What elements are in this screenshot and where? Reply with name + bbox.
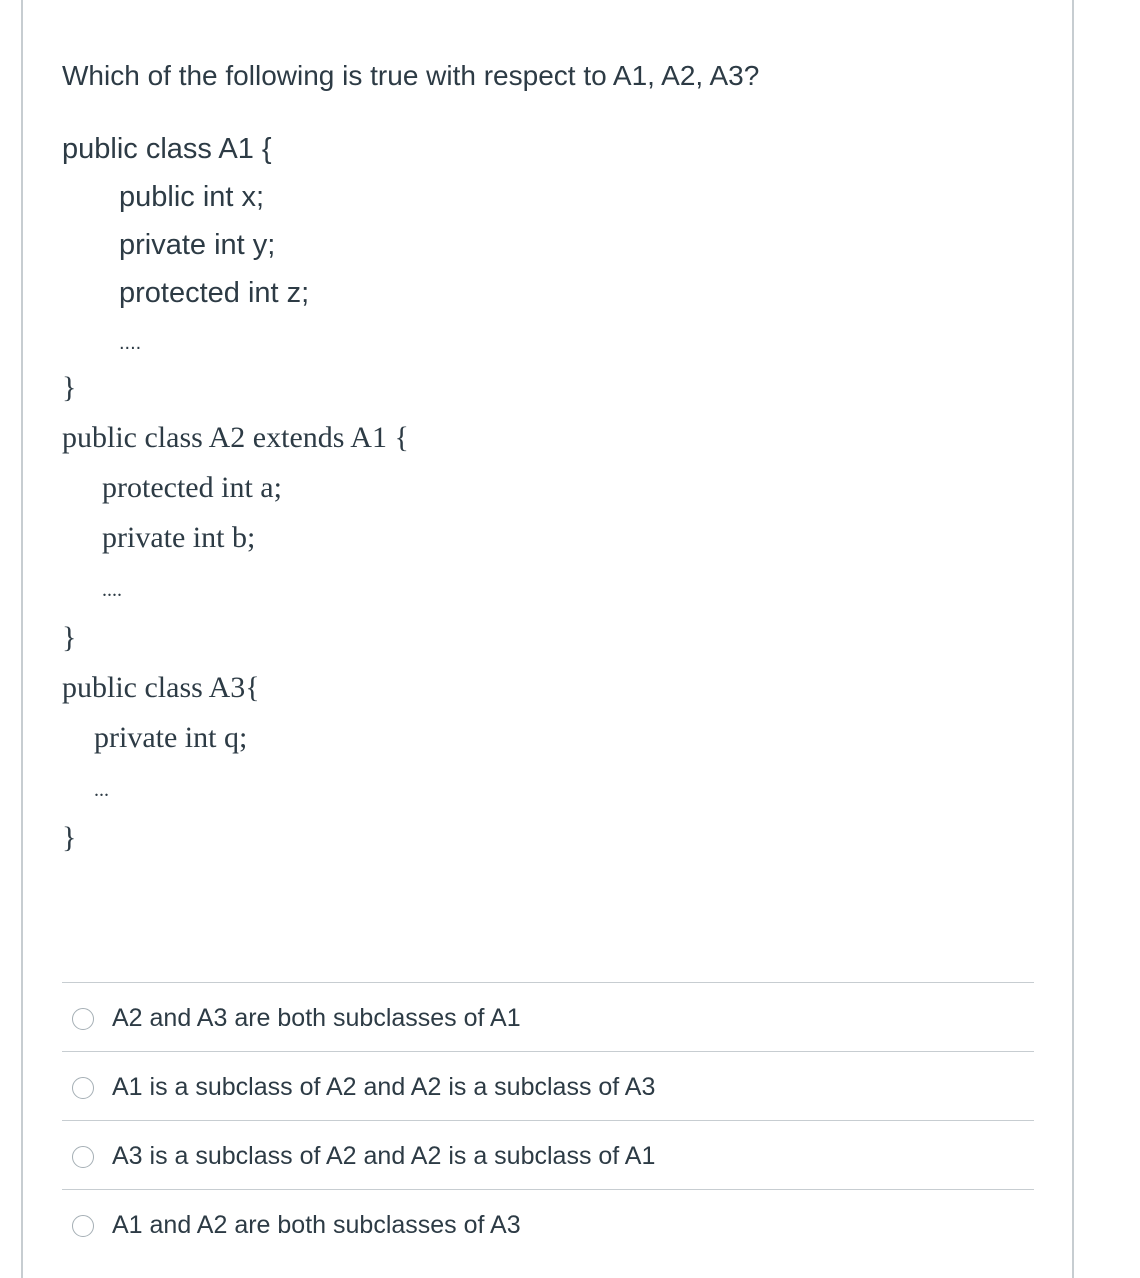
code-line-a1-y: private int y;: [119, 229, 276, 261]
code-line-a1-header: public class A1 {: [62, 133, 272, 165]
code-line-a3-close: }: [62, 821, 77, 854]
code-line-a1-z: protected int z;: [119, 277, 310, 309]
code-line-a2-a: protected int a;: [102, 471, 282, 504]
question-text: Which of the following is true with respect to A1, A2, A3?: [62, 60, 760, 91]
radio-button[interactable]: [72, 1146, 94, 1168]
code-line-a2-ellipsis: ....: [102, 579, 122, 601]
answer-option-2[interactable]: [62, 1051, 1034, 1120]
answer-option-1[interactable]: [62, 982, 1034, 1051]
answer-label[interactable]: A2 and A3 are both subclasses of A1: [112, 1004, 521, 1032]
radio-button[interactable]: [72, 1008, 94, 1030]
answer-label[interactable]: A1 is a subclass of A2 and A2 is a subclass of A3: [112, 1073, 656, 1101]
answer-label[interactable]: A3 is a subclass of A2 and A2 is a subclass of A1: [112, 1142, 656, 1170]
code-line-a3-q: private int q;: [94, 721, 248, 754]
code-line-a2-close: }: [62, 621, 77, 654]
code-line-a3-ellipsis: ...: [94, 779, 109, 801]
code-line-a2-header: public class A2 extends A1 {: [62, 421, 409, 454]
code-line-a1-close: }: [62, 371, 77, 404]
code-line-a2-b: private int b;: [102, 521, 256, 554]
radio-button[interactable]: [72, 1077, 94, 1099]
answer-list: [62, 982, 1034, 1258]
code-line-a1-x: public int x;: [119, 181, 265, 213]
radio-button[interactable]: [72, 1215, 94, 1237]
code-line-a3-header: public class A3{: [62, 671, 260, 704]
answer-option-4[interactable]: [62, 1189, 1034, 1258]
answer-label[interactable]: A1 and A2 are both subclasses of A3: [112, 1211, 521, 1239]
code-line-a1-ellipsis: ....: [119, 332, 142, 354]
answer-option-3[interactable]: [62, 1120, 1034, 1189]
